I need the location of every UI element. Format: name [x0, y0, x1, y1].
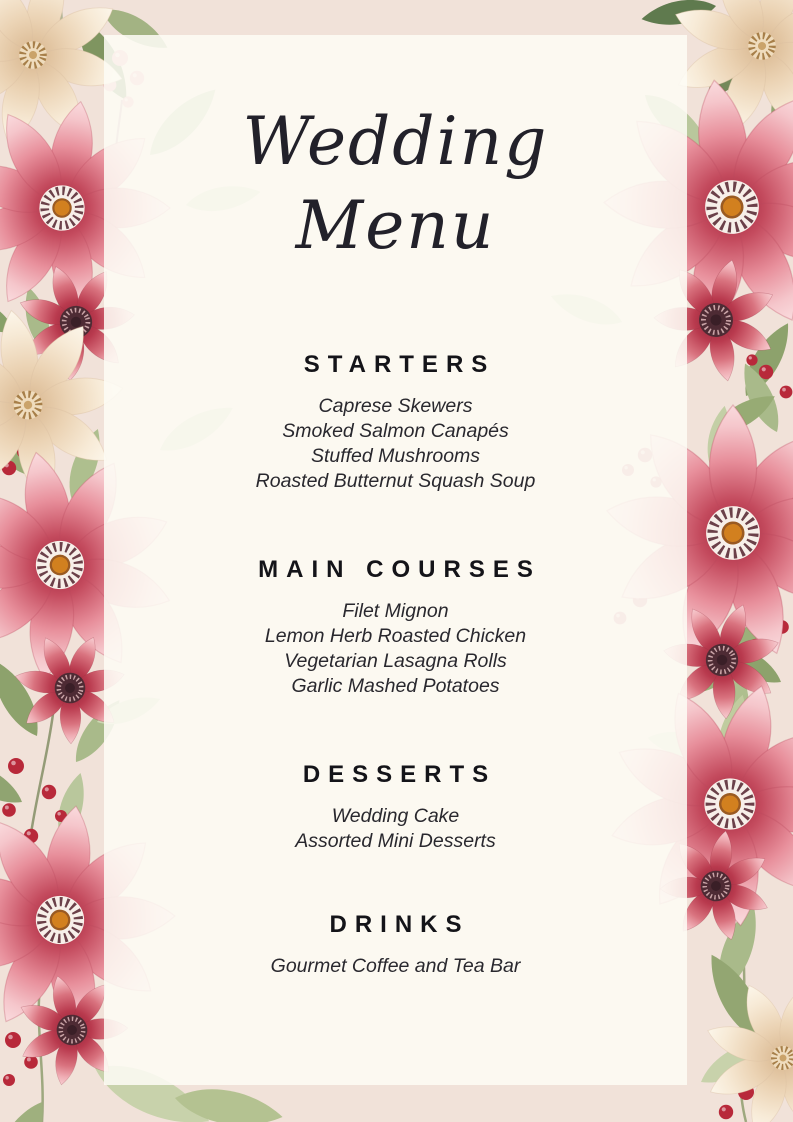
menu-title-line1: Wedding: [242, 103, 549, 180]
menu-item: Garlic Mashed Potatoes: [291, 675, 500, 697]
menu-item: Smoked Salmon Canapés: [282, 420, 509, 442]
menu-item: Wedding Cake: [331, 805, 460, 827]
menu-item: Filet Mignon: [342, 600, 449, 622]
section-heading: MAIN COURSES: [258, 556, 541, 583]
section-heading: STARTERS: [303, 351, 496, 378]
menu-item: Caprese Skewers: [318, 395, 473, 417]
section-heading: DESSERTS: [302, 761, 497, 788]
menu-item: Roasted Butternut Squash Soup: [255, 470, 536, 492]
section-main-courses: [104, 555, 687, 699]
menu-title: [104, 100, 687, 268]
menu-item: Assorted Mini Desserts: [295, 830, 496, 852]
menu-item: Vegetarian Lasagna Rolls: [284, 650, 507, 672]
section-desserts: [104, 760, 687, 854]
section-drinks: [104, 910, 687, 979]
menu-item: Gourmet Coffee and Tea Bar: [270, 955, 521, 977]
section-heading: DRINKS: [329, 911, 470, 938]
menu-title-line2: Menu: [295, 187, 496, 264]
menu-item: Stuffed Mushrooms: [310, 445, 481, 467]
section-starters: [104, 350, 687, 494]
menu-item: Lemon Herb Roasted Chicken: [264, 625, 527, 647]
